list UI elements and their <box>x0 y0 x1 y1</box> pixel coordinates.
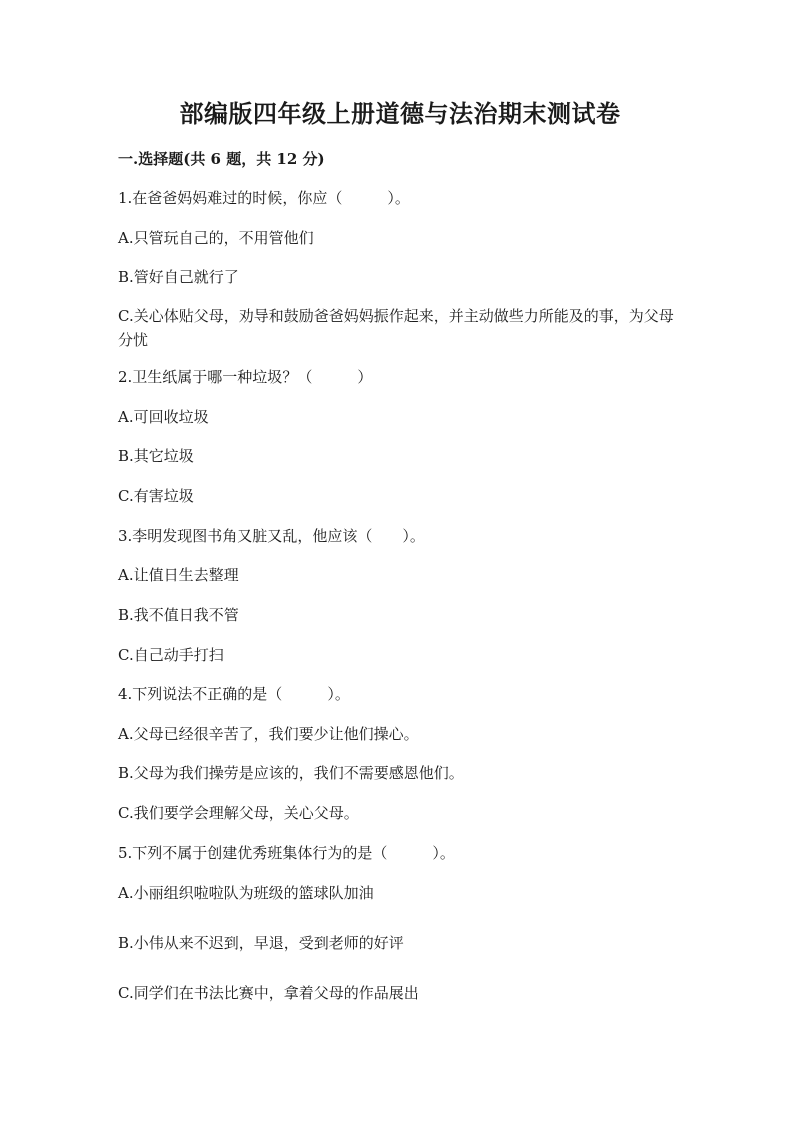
question-2-option-a: A.可回收垃圾 <box>118 408 209 426</box>
question-4-option-b: B.父母为我们操劳是应该的，我们不需要感恩他们。 <box>118 764 464 782</box>
question-4-option-a: A.父母已经很辛苦了，我们要少让他们操心。 <box>118 725 419 743</box>
question-5-option-a: A.小丽组织啦啦队为班级的篮球队加油 <box>118 884 374 902</box>
question-5-stem: 5.下列不属于创建优秀班集体行为的是（ ）。 <box>118 844 455 862</box>
question-2-option-b: B.其它垃圾 <box>118 447 194 465</box>
question-1-option-c: C.关心体贴父母，劝导和鼓励爸爸妈妈振作起来，并主动做些力所能及的事，为父母分忧 <box>118 307 674 349</box>
question-2-option-c: C.有害垃圾 <box>118 487 194 505</box>
page-title: 部编版四年级上册道德与法治期末测试卷 <box>179 99 621 128</box>
question-4-stem: 4.下列说法不正确的是（ ）。 <box>118 685 350 703</box>
question-2-stem: 2.卫生纸属于哪一种垃圾？（ ） <box>118 368 373 386</box>
question-4-option-c: C.我们要学会理解父母，关心父母。 <box>118 804 359 822</box>
question-1-option-a: A.只管玩自己的，不用管他们 <box>118 229 314 247</box>
question-3-option-c: C.自己动手打扫 <box>118 646 224 664</box>
question-1-stem: 1.在爸爸妈妈难过的时候，你应（ ）。 <box>118 189 410 207</box>
question-5-option-c: C.同学们在书法比赛中，拿着父母的作品展出 <box>118 984 419 1002</box>
question-1-option-b: B.管好自己就行了 <box>118 268 239 286</box>
question-3-option-a: A.让值日生去整理 <box>118 566 239 584</box>
question-3-option-b: B.我不值日我不管 <box>118 606 239 624</box>
section-heading: 一.选择题(共 6 题，共 12 分) <box>118 150 325 168</box>
question-3-stem: 3.李明发现图书角又脏又乱，他应该（ ）。 <box>118 527 425 545</box>
question-5-option-b: B.小伟从来不迟到，早退，受到老师的好评 <box>118 934 404 952</box>
